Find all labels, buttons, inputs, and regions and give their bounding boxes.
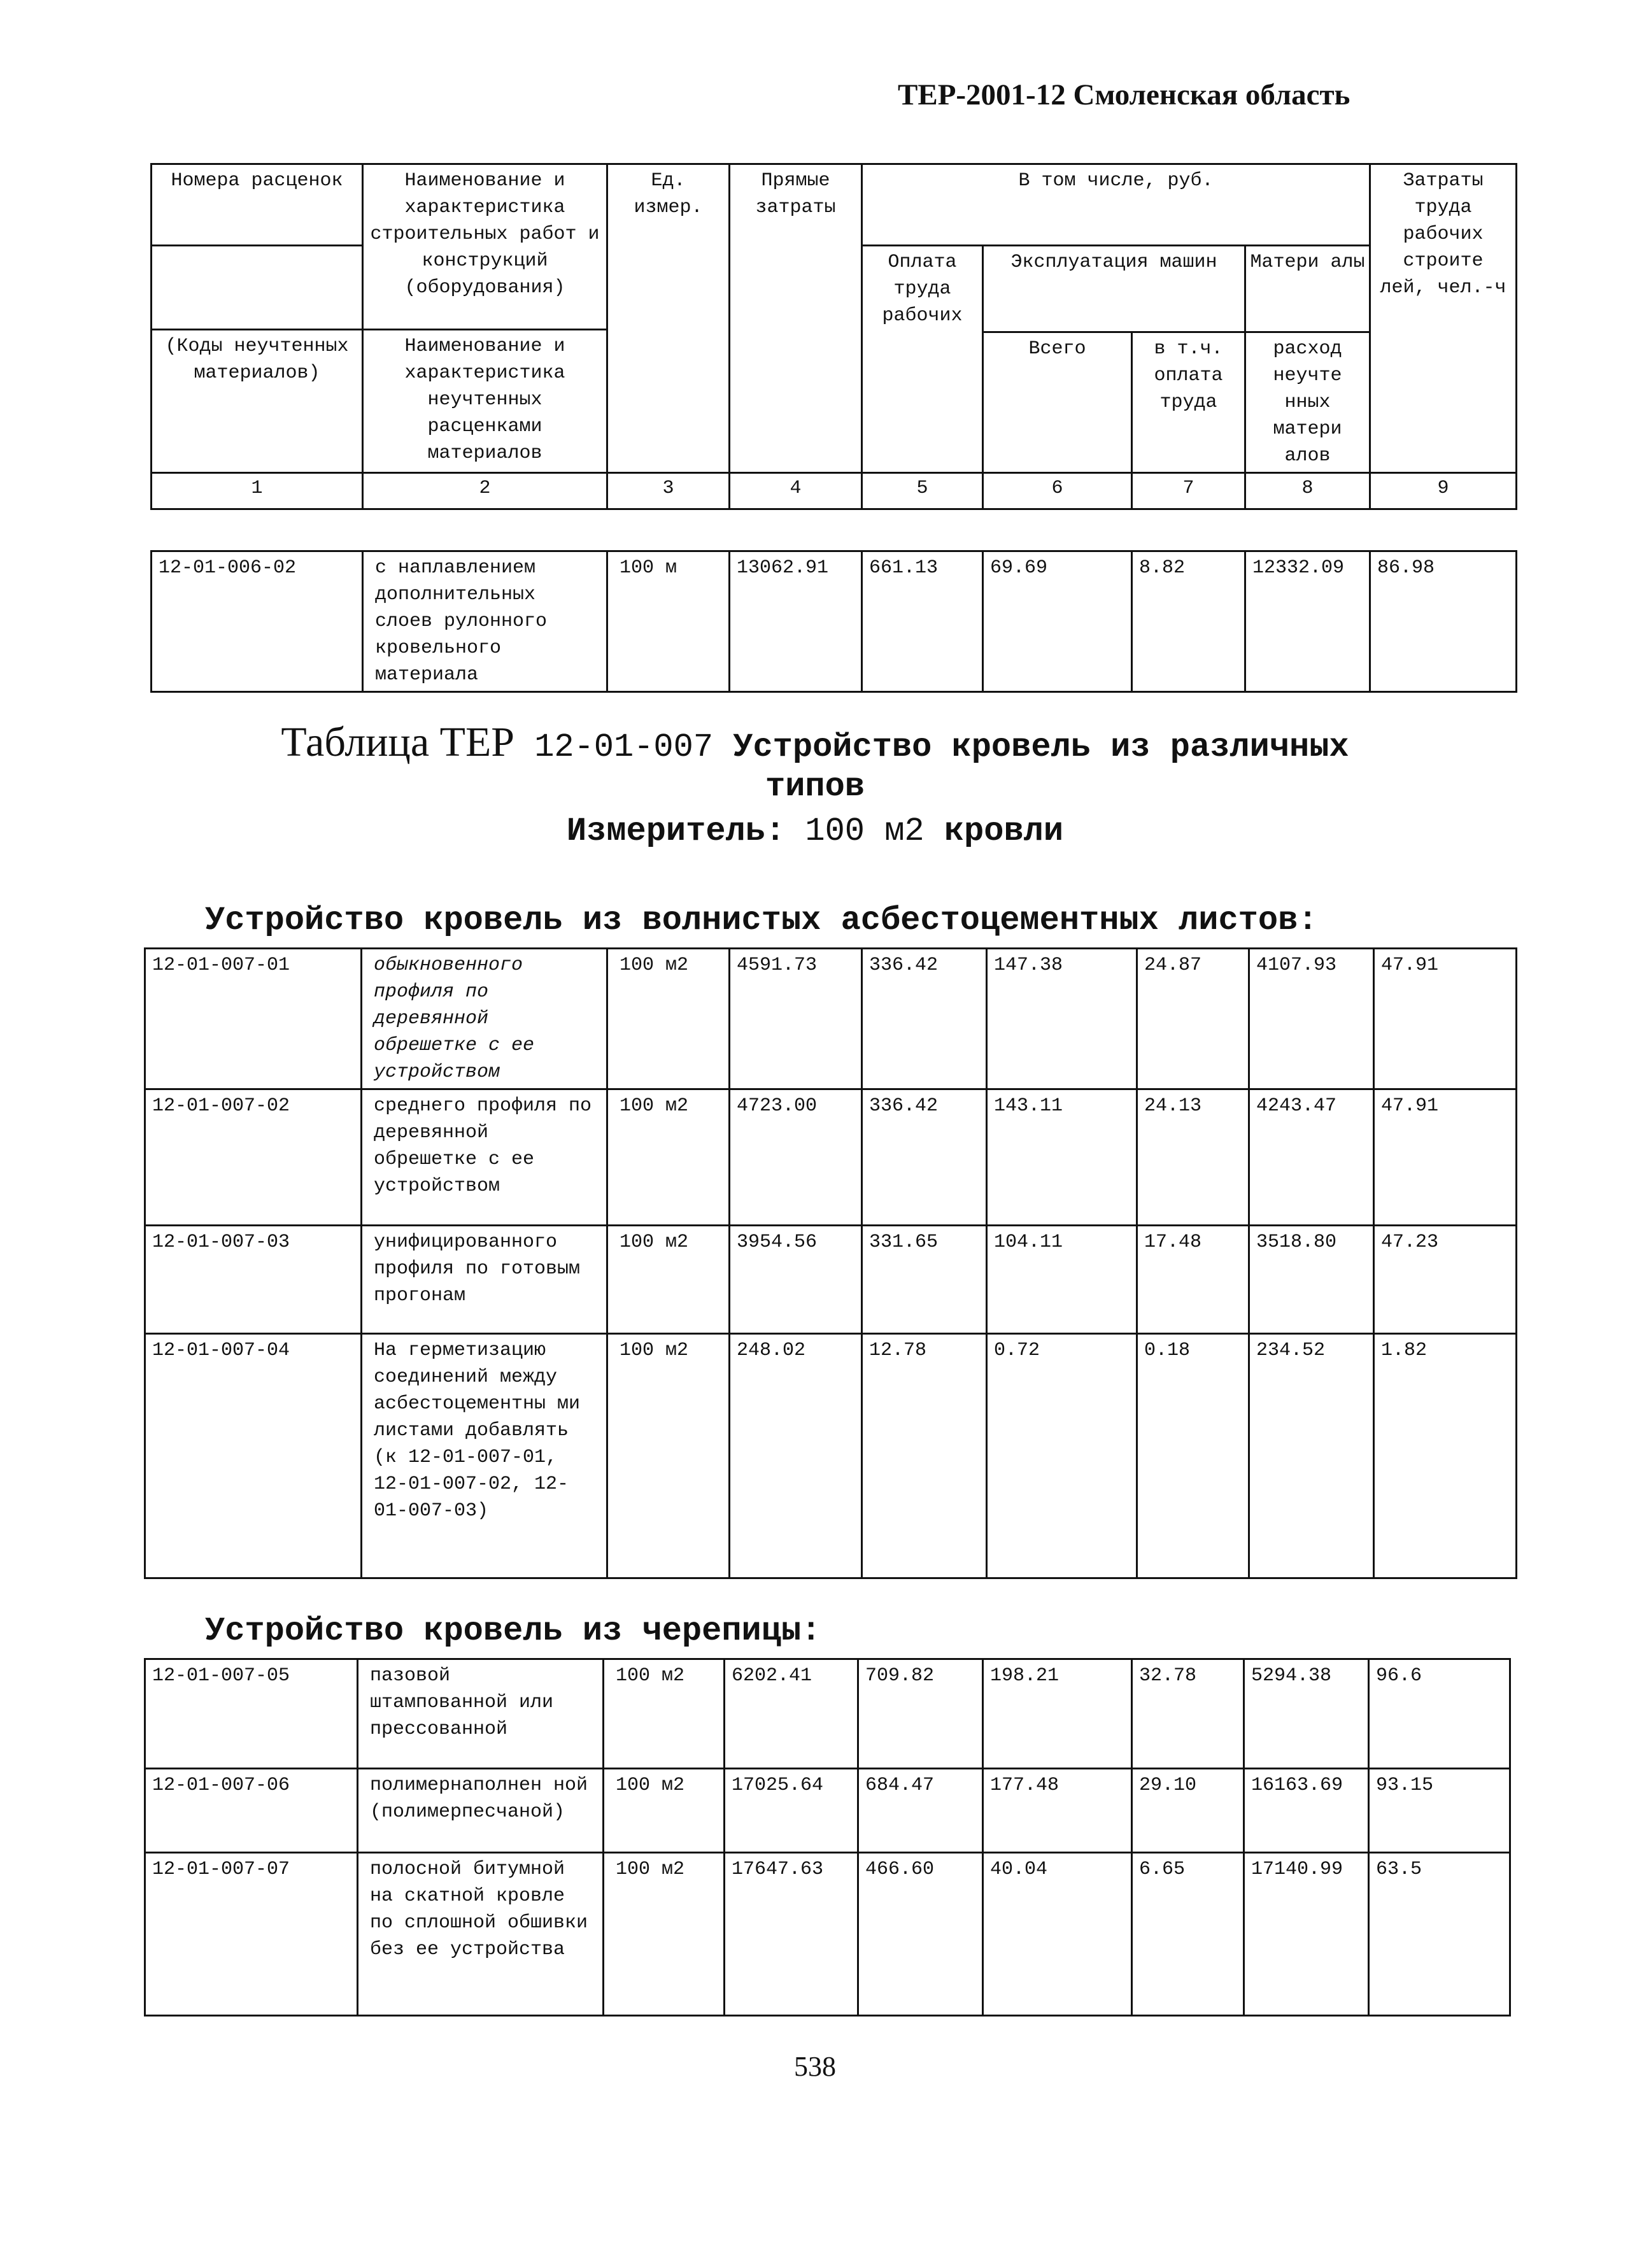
table-measure-line xyxy=(0,812,1630,850)
header-unaccounted-names: Наименование и характеристика неучтенных расценками материалов xyxy=(363,330,607,473)
rate-code: 12-01-007-03 xyxy=(145,1226,362,1334)
rate-machine-total: 0.72 xyxy=(987,1334,1137,1578)
rate-machine-wage: 6.65 xyxy=(1132,1853,1244,2016)
section-heading: Устройство кровель из волнистых асбестоцементных листов: xyxy=(205,902,1318,939)
rate-direct-costs: 3954.56 xyxy=(730,1226,862,1334)
rate-machine-total: 104.11 xyxy=(987,1226,1137,1334)
header-col-number: 6 xyxy=(983,473,1132,509)
header-col-number: 8 xyxy=(1245,473,1370,509)
rate-materials: 5294.38 xyxy=(1244,1659,1369,1769)
rate-labor: 93.15 xyxy=(1369,1769,1510,1853)
header-col-number: 7 xyxy=(1132,473,1245,509)
header-rate-numbers: Номера расценок xyxy=(152,164,363,246)
header-rate-numbers-spacer xyxy=(152,246,363,330)
header-col-number: 1 xyxy=(152,473,363,509)
rate-worker-wage: 709.82 xyxy=(858,1659,983,1769)
header-unit: Ед. измер. xyxy=(607,164,730,473)
rate-machine-wage: 24.13 xyxy=(1137,1089,1249,1226)
rate-machine-total: 69.69 xyxy=(983,551,1132,692)
rate-materials: 3518.80 xyxy=(1249,1226,1374,1334)
rate-code: 12-01-007-06 xyxy=(145,1769,358,1853)
rate-worker-wage: 661.13 xyxy=(862,551,983,692)
table-title-code: 12-01-007 xyxy=(534,728,714,766)
rate-name: полимернаполнен ной (полимерпесчаной) xyxy=(358,1769,604,1853)
rate-name: среднего профиля по деревянной обрешетке с ее устройством xyxy=(362,1089,607,1226)
header-work-name: Наименование и характеристика строительных работ и конструкций (оборудования) xyxy=(363,164,607,330)
header-col-number: 4 xyxy=(730,473,862,509)
rate-direct-costs: 4591.73 xyxy=(730,949,862,1089)
header-col-number: 9 xyxy=(1370,473,1517,509)
rate-direct-costs: 6202.41 xyxy=(725,1659,858,1769)
rate-machine-wage: 32.78 xyxy=(1132,1659,1244,1769)
rate-worker-wage: 684.47 xyxy=(858,1769,983,1853)
rate-unit: 100 м2 xyxy=(607,949,730,1089)
rate-direct-costs: 248.02 xyxy=(730,1334,862,1578)
rate-direct-costs: 13062.91 xyxy=(730,551,862,692)
header-direct-costs: Прямые затраты xyxy=(730,164,862,473)
rate-labor: 1.82 xyxy=(1374,1334,1517,1578)
header-including: В том числе, руб. xyxy=(862,164,1370,246)
header-col-number: 2 xyxy=(363,473,607,509)
rate-worker-wage: 466.60 xyxy=(858,1853,983,2016)
rate-code: 12-01-007-01 xyxy=(145,949,362,1089)
header-machine-total: Всего xyxy=(983,332,1132,473)
header-col-number: 3 xyxy=(607,473,730,509)
rate-code: 12-01-006-02 xyxy=(152,551,363,692)
table-title-name: Устройство кровель из различных xyxy=(733,728,1349,766)
rate-worker-wage: 336.42 xyxy=(862,949,987,1089)
rate-materials: 17140.99 xyxy=(1244,1853,1369,2016)
rate-machine-wage: 0.18 xyxy=(1137,1334,1249,1578)
page-number: 538 xyxy=(794,2051,836,2082)
table-row xyxy=(145,1853,1510,2016)
rate-name: обыкновенного профиля по деревянной обрешетке с ее устройством xyxy=(362,949,607,1089)
rate-unit: 100 м2 xyxy=(607,1334,730,1578)
header-materials: Матери алы xyxy=(1245,246,1370,332)
header-labor-costs: Затраты труда рабочих строите лей, чел.-ч xyxy=(1370,164,1517,473)
rate-worker-wage: 336.42 xyxy=(862,1089,987,1226)
rate-materials: 4107.93 xyxy=(1249,949,1374,1089)
header-col-number: 5 xyxy=(862,473,983,509)
rate-machine-wage: 29.10 xyxy=(1132,1769,1244,1853)
measure-unit: кровли xyxy=(944,812,1064,850)
section-heading: Устройство кровель из черепицы: xyxy=(205,1612,821,1650)
rate-unit: 100 м2 xyxy=(607,1226,730,1334)
rate-machine-wage: 24.87 xyxy=(1137,949,1249,1089)
rate-code: 12-01-007-05 xyxy=(145,1659,358,1769)
rate-name: полосной битумной на скатной кровле по сплошной обшивки без ее устройства xyxy=(358,1853,604,2016)
rate-labor: 47.91 xyxy=(1374,949,1517,1089)
rate-unit: 100 м2 xyxy=(607,1089,730,1226)
rate-name: пазовой штампованной или прессованной xyxy=(358,1659,604,1769)
rate-direct-costs: 17025.64 xyxy=(725,1769,858,1853)
rate-unit: 100 м2 xyxy=(604,1853,725,2016)
table-row xyxy=(145,1334,1517,1578)
rate-unit: 100 м2 xyxy=(604,1769,725,1853)
rate-name: На герметизацию соединений между асбестоцементны ми листами добавлять (к 12-01-007-01, 12-01-007-02, 12-01-007-03) xyxy=(362,1334,607,1578)
rate-labor: 63.5 xyxy=(1369,1853,1510,2016)
rate-machine-wage: 17.48 xyxy=(1137,1226,1249,1334)
rate-direct-costs: 17647.63 xyxy=(725,1853,858,2016)
table-row xyxy=(145,949,1517,1089)
rate-machine-total: 40.04 xyxy=(983,1853,1132,2016)
rate-worker-wage: 331.65 xyxy=(862,1226,987,1334)
rate-code: 12-01-007-04 xyxy=(145,1334,362,1578)
rate-name: унифицированного профиля по готовым прогонам xyxy=(362,1226,607,1334)
table-title-line-2: типов xyxy=(765,768,865,805)
rate-labor: 47.91 xyxy=(1374,1089,1517,1226)
header-machine-wage: в т.ч. оплата труда xyxy=(1132,332,1245,473)
rate-machine-total: 198.21 xyxy=(983,1659,1132,1769)
rate-machine-wage: 8.82 xyxy=(1132,551,1245,692)
header-unaccounted-codes: (Коды неучтенных материалов) xyxy=(152,330,363,473)
section-1-rates-table xyxy=(144,947,1517,1579)
page-header-title: ТЕР-2001-12 Смоленская область xyxy=(898,78,1350,111)
rate-machine-total: 143.11 xyxy=(987,1089,1137,1226)
table-title-line-1 xyxy=(0,718,1630,767)
rate-materials: 234.52 xyxy=(1249,1334,1374,1578)
rate-code: 12-01-007-02 xyxy=(145,1089,362,1226)
previous-rates-table xyxy=(150,550,1517,693)
rate-name: с наплавлением дополнительных слоев рулонного кровельного материала xyxy=(363,551,607,692)
table-title-prefix: Таблица ТЕР xyxy=(281,719,514,765)
rate-labor: 47.23 xyxy=(1374,1226,1517,1334)
measure-value: 100 м2 xyxy=(805,812,925,850)
rate-materials: 16163.69 xyxy=(1244,1769,1369,1853)
rate-worker-wage: 12.78 xyxy=(862,1334,987,1578)
header-worker-wage: Оплата труда рабочих xyxy=(862,246,983,473)
header-machine-operation: Эксплуатация машин xyxy=(983,246,1245,332)
rate-direct-costs: 4723.00 xyxy=(730,1089,862,1226)
rate-machine-total: 177.48 xyxy=(983,1769,1132,1853)
rate-code: 12-01-007-07 xyxy=(145,1853,358,2016)
table-row xyxy=(152,551,1517,692)
rate-labor: 86.98 xyxy=(1370,551,1517,692)
rate-labor: 96.6 xyxy=(1369,1659,1510,1769)
column-header-table xyxy=(150,163,1517,510)
measure-label: Измеритель: xyxy=(566,812,786,850)
rate-unit: 100 м xyxy=(607,551,730,692)
rate-materials: 4243.47 xyxy=(1249,1089,1374,1226)
section-2-rates-table xyxy=(144,1658,1511,2016)
rate-materials: 12332.09 xyxy=(1245,551,1370,692)
rate-unit: 100 м2 xyxy=(604,1659,725,1769)
rate-machine-total: 147.38 xyxy=(987,949,1137,1089)
header-unaccounted-consumption: расход неучте нных матери алов xyxy=(1245,332,1370,473)
table-row xyxy=(145,1089,1517,1226)
table-row xyxy=(145,1659,1510,1769)
table-row xyxy=(145,1769,1510,1853)
table-row xyxy=(145,1226,1517,1334)
